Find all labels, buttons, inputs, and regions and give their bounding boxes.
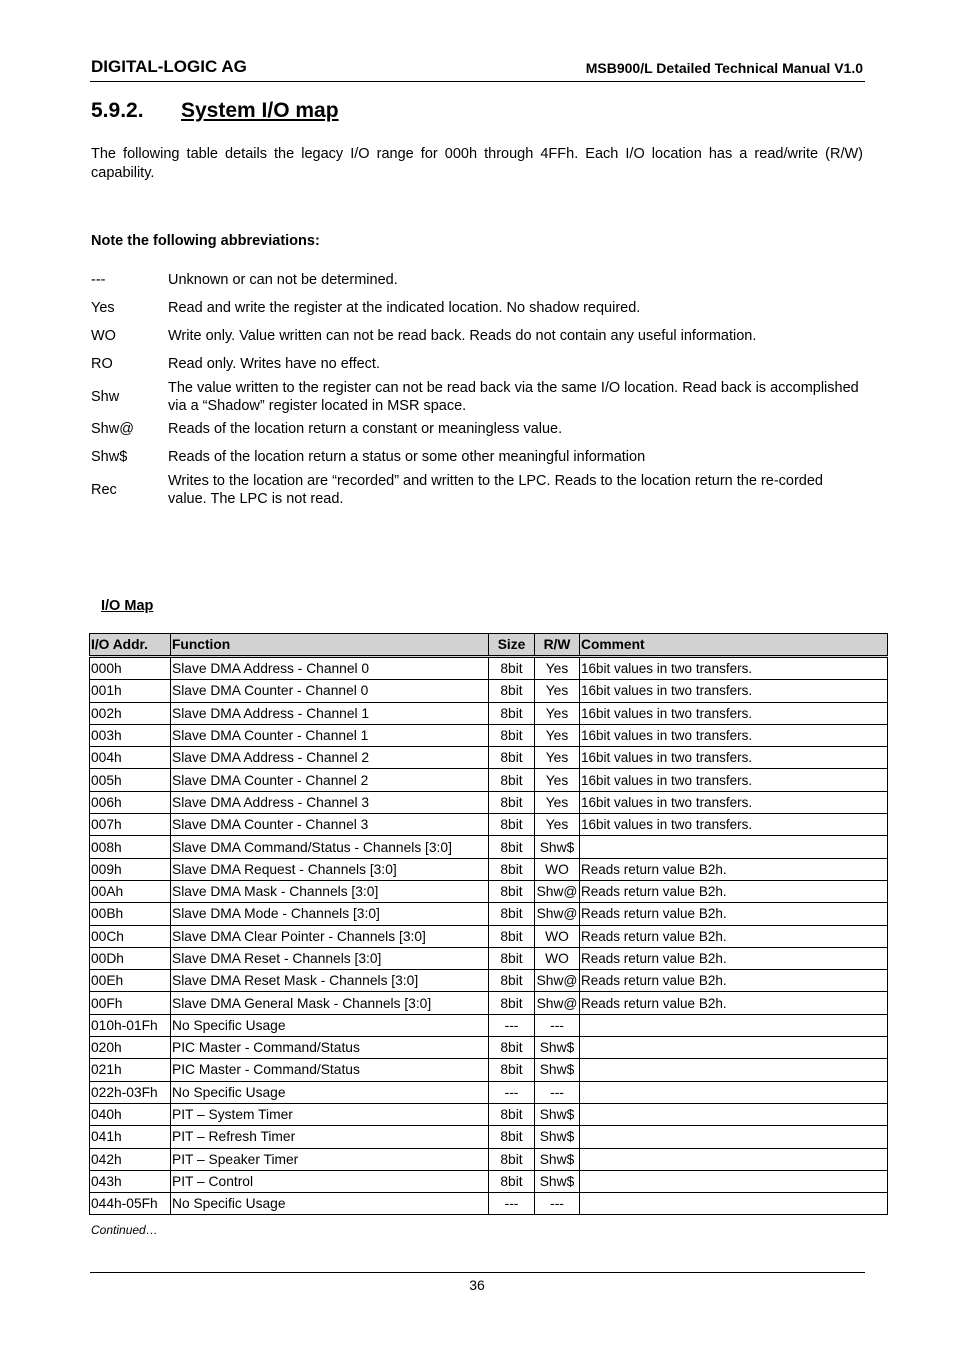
table-row [90, 836, 888, 858]
abbreviation-item [91, 443, 863, 471]
cell-size: 8bit [489, 880, 535, 902]
cell-io-addr: 002h [90, 702, 171, 724]
cell-function: PIT – Control [171, 1170, 489, 1192]
io-map-table [89, 633, 888, 1215]
cell-rw: --- [535, 1014, 580, 1036]
cell-rw: Shw@ [535, 970, 580, 992]
cell-comment: 16bit values in two transfers. [580, 747, 888, 769]
cell-function: Slave DMA Counter - Channel 0 [171, 680, 489, 702]
cell-io-addr: 001h [90, 680, 171, 702]
cell-io-addr: 041h [90, 1126, 171, 1148]
cell-size: 8bit [489, 925, 535, 947]
col-comment: Comment [580, 634, 888, 657]
cell-function: PIT – Refresh Timer [171, 1126, 489, 1148]
cell-comment: Reads return value B2h. [580, 858, 888, 880]
cell-io-addr: 00Dh [90, 947, 171, 969]
cell-io-addr: 043h [90, 1170, 171, 1192]
cell-size: 8bit [489, 903, 535, 925]
table-row [90, 925, 888, 947]
cell-function: Slave DMA Address - Channel 0 [171, 657, 489, 680]
cell-comment [580, 1081, 888, 1103]
cell-comment: Reads return value B2h. [580, 925, 888, 947]
cell-function: Slave DMA Mask - Channels [3:0] [171, 880, 489, 902]
cell-size: 8bit [489, 791, 535, 813]
abbreviation-item [91, 322, 863, 350]
cell-rw: Shw@ [535, 880, 580, 902]
col-function: Function [171, 634, 489, 657]
abbreviation-item [91, 471, 863, 508]
footer-divider [90, 1272, 865, 1273]
abbreviation-description: Reads of the location return a status or some other meaningful information [168, 449, 646, 465]
cell-io-addr: 00Bh [90, 903, 171, 925]
cell-size: --- [489, 1081, 535, 1103]
header-company: DIGITAL-LOGIC AG [91, 57, 247, 76]
cell-size: 8bit [489, 724, 535, 746]
cell-function: Slave DMA Clear Pointer - Channels [3:0] [171, 925, 489, 947]
col-io-addr: I/O Addr. [90, 634, 171, 657]
cell-comment [580, 1193, 888, 1215]
abbreviation-key: Yes [91, 300, 115, 316]
col-size: Size [489, 634, 535, 657]
table-header-row [90, 634, 888, 657]
cell-function: Slave DMA Reset - Channels [3:0] [171, 947, 489, 969]
cell-function: Slave DMA Counter - Channel 3 [171, 814, 489, 836]
cell-size: 8bit [489, 814, 535, 836]
cell-comment: 16bit values in two transfers. [580, 791, 888, 813]
cell-function: No Specific Usage [171, 1081, 489, 1103]
table-row [90, 947, 888, 969]
cell-rw: Shw$ [535, 1170, 580, 1192]
cell-io-addr: 00Eh [90, 970, 171, 992]
cell-function: No Specific Usage [171, 1014, 489, 1036]
table-row [90, 903, 888, 925]
cell-size: 8bit [489, 680, 535, 702]
abbreviation-item [91, 350, 863, 378]
abbreviation-description: Read only. Writes have no effect. [168, 356, 380, 372]
section-title [91, 99, 339, 123]
table-row [90, 1059, 888, 1081]
page-number: 36 [469, 1277, 485, 1293]
header-manual-title: MSB900/L Detailed Technical Manual V1.0 [585, 60, 863, 76]
abbreviations-title: Note the following abbreviations: [91, 233, 320, 249]
table-row [90, 702, 888, 724]
cell-function: Slave DMA Address - Channel 1 [171, 702, 489, 724]
table-row [90, 769, 888, 791]
table-row [90, 1081, 888, 1103]
cell-rw: WO [535, 947, 580, 969]
table-row [90, 1103, 888, 1125]
cell-comment: 16bit values in two transfers. [580, 814, 888, 836]
cell-function: Slave DMA Counter - Channel 1 [171, 724, 489, 746]
cell-size: --- [489, 1014, 535, 1036]
cell-size: 8bit [489, 1037, 535, 1059]
cell-rw: Shw@ [535, 992, 580, 1014]
cell-size: 8bit [489, 747, 535, 769]
cell-io-addr: 004h [90, 747, 171, 769]
abbreviation-description: Unknown or can not be determined. [168, 272, 398, 288]
cell-rw: Yes [535, 724, 580, 746]
abbreviation-item [91, 266, 863, 294]
cell-io-addr: 008h [90, 836, 171, 858]
abbreviation-item [91, 294, 863, 322]
section-number: 5.9.2. [91, 99, 144, 122]
cell-comment [580, 836, 888, 858]
cell-size: 8bit [489, 970, 535, 992]
cell-size: 8bit [489, 1103, 535, 1125]
abbreviation-key: Shw [91, 388, 120, 405]
cell-comment: Reads return value B2h. [580, 880, 888, 902]
cell-rw: --- [535, 1081, 580, 1103]
cell-comment [580, 1037, 888, 1059]
cell-function: Slave DMA Mode - Channels [3:0] [171, 903, 489, 925]
cell-size: 8bit [489, 947, 535, 969]
table-row [90, 1126, 888, 1148]
cell-rw: Shw$ [535, 1126, 580, 1148]
cell-function: PIT – System Timer [171, 1103, 489, 1125]
col-rw: R/W [535, 634, 580, 657]
cell-rw: Shw$ [535, 1148, 580, 1170]
cell-size: 8bit [489, 702, 535, 724]
cell-size: 8bit [489, 1148, 535, 1170]
cell-rw: Shw$ [535, 1103, 580, 1125]
cell-comment [580, 1148, 888, 1170]
table-row [90, 814, 888, 836]
header-divider [90, 81, 865, 82]
cell-function: Slave DMA Address - Channel 3 [171, 791, 489, 813]
table-row [90, 970, 888, 992]
cell-function: Slave DMA Request - Channels [3:0] [171, 858, 489, 880]
cell-rw: Shw$ [535, 1059, 580, 1081]
table-row [90, 1037, 888, 1059]
cell-rw: Yes [535, 769, 580, 791]
cell-function: Slave DMA Reset Mask - Channels [3:0] [171, 970, 489, 992]
cell-function: PIC Master - Command/Status [171, 1059, 489, 1081]
abbreviation-description: Read and write the register at the indicated location. No shadow required. [168, 300, 641, 316]
cell-function: Slave DMA Address - Channel 2 [171, 747, 489, 769]
abbreviation-key: --- [91, 272, 106, 288]
cell-io-addr: 040h [90, 1103, 171, 1125]
table-row [90, 657, 888, 680]
cell-io-addr: 042h [90, 1148, 171, 1170]
cell-rw: WO [535, 925, 580, 947]
cell-io-addr: 000h [90, 657, 171, 680]
cell-rw: Yes [535, 702, 580, 724]
table-row [90, 1014, 888, 1036]
cell-io-addr: 009h [90, 858, 171, 880]
cell-size: 8bit [489, 1126, 535, 1148]
abbreviation-item [91, 378, 863, 415]
cell-size: 8bit [489, 992, 535, 1014]
table-row [90, 791, 888, 813]
cell-rw: Shw$ [535, 1037, 580, 1059]
cell-io-addr: 020h [90, 1037, 171, 1059]
cell-io-addr: 044h-05Fh [90, 1193, 171, 1215]
cell-comment: Reads return value B2h. [580, 970, 888, 992]
cell-comment [580, 1103, 888, 1125]
cell-rw: Yes [535, 680, 580, 702]
cell-io-addr: 006h [90, 791, 171, 813]
table-row [90, 858, 888, 880]
abbreviation-key: WO [91, 328, 116, 344]
cell-comment [580, 1170, 888, 1192]
cell-comment: Reads return value B2h. [580, 947, 888, 969]
cell-function: Slave DMA General Mask - Channels [3:0] [171, 992, 489, 1014]
table-row [90, 1148, 888, 1170]
table-row [90, 724, 888, 746]
cell-rw: Yes [535, 814, 580, 836]
cell-rw: Yes [535, 747, 580, 769]
cell-function: No Specific Usage [171, 1193, 489, 1215]
cell-size: 8bit [489, 836, 535, 858]
abbreviation-item [91, 415, 863, 443]
cell-io-addr: 007h [90, 814, 171, 836]
abbreviations-list [91, 266, 863, 508]
cell-rw: Yes [535, 791, 580, 813]
cell-rw: --- [535, 1193, 580, 1215]
cell-comment [580, 1014, 888, 1036]
table-row [90, 880, 888, 902]
cell-comment: 16bit values in two transfers. [580, 680, 888, 702]
abbreviation-description: Write only. Value written can not be read back. Reads do not contain any useful information. [168, 328, 757, 344]
cell-io-addr: 00Fh [90, 992, 171, 1014]
abbreviation-key: Shw$ [91, 449, 128, 465]
table-row [90, 747, 888, 769]
intro-paragraph: The following table details the legacy I/O range for 000h through 4FFh. Each I/O location has a read/write (R/W) capability. [91, 146, 863, 181]
cell-io-addr: 00Ch [90, 925, 171, 947]
cell-function: Slave DMA Counter - Channel 2 [171, 769, 489, 791]
cell-io-addr: 00Ah [90, 880, 171, 902]
cell-size: 8bit [489, 657, 535, 680]
cell-rw: WO [535, 858, 580, 880]
table-row [90, 680, 888, 702]
cell-comment: 16bit values in two transfers. [580, 724, 888, 746]
abbreviation-description: The value written to the register can not be read back via the same I/O location. Read back is accomplished via a “Shadow” register located in MSR space. [168, 379, 859, 414]
cell-io-addr: 021h [90, 1059, 171, 1081]
cell-function: PIT – Speaker Timer [171, 1148, 489, 1170]
abbreviation-description: Writes to the location are “recorded” and written to the LPC. Reads to the location return the re-corded value. The LPC is not read. [168, 472, 823, 507]
cell-rw: Shw@ [535, 903, 580, 925]
section-heading: System I/O map [181, 99, 339, 122]
cell-rw: Yes [535, 657, 580, 680]
continued-note: Continued… [91, 1223, 158, 1237]
cell-size: 8bit [489, 858, 535, 880]
cell-comment [580, 1059, 888, 1081]
cell-comment: 16bit values in two transfers. [580, 769, 888, 791]
cell-function: PIC Master - Command/Status [171, 1037, 489, 1059]
cell-function: Slave DMA Command/Status - Channels [3:0] [171, 836, 489, 858]
abbreviation-description: Reads of the location return a constant or meaningless value. [168, 421, 563, 437]
cell-io-addr: 022h-03Fh [90, 1081, 171, 1103]
abbreviation-key: RO [91, 356, 113, 372]
cell-comment: 16bit values in two transfers. [580, 702, 888, 724]
cell-comment: 16bit values in two transfers. [580, 657, 888, 680]
abbreviation-key: Shw@ [91, 421, 134, 437]
abbreviation-key: Rec [91, 481, 117, 498]
table-row [90, 1193, 888, 1215]
cell-comment: Reads return value B2h. [580, 903, 888, 925]
cell-comment: Reads return value B2h. [580, 992, 888, 1014]
io-map-title: I/O Map [101, 598, 154, 614]
cell-comment [580, 1126, 888, 1148]
cell-io-addr: 003h [90, 724, 171, 746]
cell-rw: Shw$ [535, 836, 580, 858]
table-row [90, 992, 888, 1014]
cell-size: --- [489, 1193, 535, 1215]
cell-io-addr: 010h-01Fh [90, 1014, 171, 1036]
cell-size: 8bit [489, 769, 535, 791]
cell-size: 8bit [489, 1170, 535, 1192]
cell-io-addr: 005h [90, 769, 171, 791]
cell-size: 8bit [489, 1059, 535, 1081]
table-row [90, 1170, 888, 1192]
